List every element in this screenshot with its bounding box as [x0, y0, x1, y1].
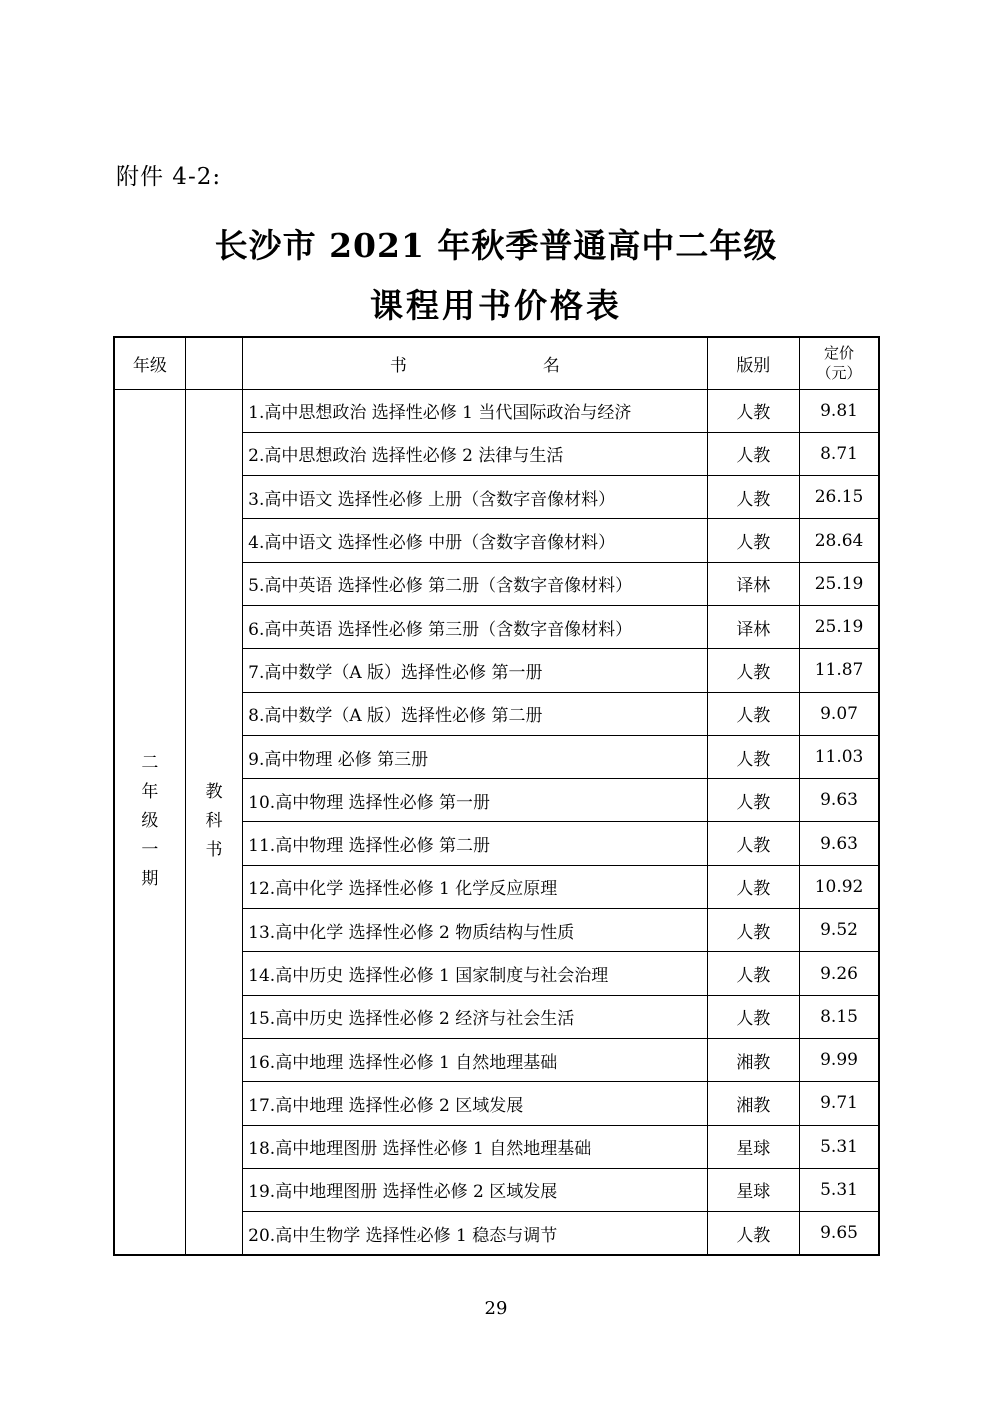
page-title-line1: 长沙市 2021 年秋季普通高中二年级: [214, 226, 778, 265]
price-cell: 5.31: [800, 1168, 879, 1211]
publisher-cell: 译林: [707, 562, 799, 605]
price-cell: 10.92: [800, 865, 879, 908]
publisher-cell: 人教: [707, 389, 799, 432]
book-name-cell: 16.高中地理 选择性必修 1 自然地理基础: [243, 1038, 707, 1081]
table-header-row: [114, 337, 879, 389]
page-title-line2: 课程用书价格表: [370, 286, 622, 325]
header-publisher: 版别: [707, 337, 799, 389]
book-name-cell: 17.高中地理 选择性必修 2 区域发展: [243, 1082, 707, 1125]
publisher-cell: 人教: [707, 865, 799, 908]
price-cell: 26.15: [800, 476, 879, 519]
header-price-line2: （元）: [816, 364, 862, 383]
price-cell: 9.81: [800, 389, 879, 432]
book-name-cell: 1.高中思想政治 选择性必修 1 当代国际政治与经济: [243, 389, 707, 432]
book-name-cell: 18.高中地理图册 选择性必修 1 自然地理基础: [243, 1125, 707, 1168]
type-text: 教科书: [205, 782, 223, 861]
book-name-cell: 9.高中物理 必修 第三册: [243, 735, 707, 778]
book-name-cell: 10.高中物理 选择性必修 第一册: [243, 779, 707, 822]
publisher-cell: 人教: [707, 692, 799, 735]
header-book-name-left: 书: [389, 355, 473, 376]
price-cell: 9.71: [800, 1082, 879, 1125]
publisher-cell: 人教: [707, 822, 799, 865]
page-number: 29: [484, 1298, 508, 1319]
book-name-cell: 3.高中语文 选择性必修 上册（含数字音像材料）: [243, 476, 707, 519]
price-cell: 9.99: [800, 1038, 879, 1081]
publisher-cell: 湘教: [707, 1038, 799, 1081]
publisher-cell: 人教: [707, 476, 799, 519]
book-name-cell: 13.高中化学 选择性必修 2 物质结构与性质: [243, 909, 707, 952]
publisher-cell: 人教: [707, 1212, 799, 1255]
table-row: [114, 389, 879, 432]
price-cell: 25.19: [800, 605, 879, 648]
publisher-cell: 人教: [707, 432, 799, 475]
book-name-cell: 15.高中历史 选择性必修 2 经济与社会生活: [243, 995, 707, 1038]
publisher-cell: 星球: [707, 1125, 799, 1168]
book-name-cell: 11.高中物理 选择性必修 第二册: [243, 822, 707, 865]
book-name-cell: 7.高中数学（A 版）选择性必修 第一册: [243, 649, 707, 692]
book-name-cell: 19.高中地理图册 选择性必修 2 区域发展: [243, 1168, 707, 1211]
publisher-cell: 人教: [707, 909, 799, 952]
header-price: [800, 337, 879, 389]
publisher-cell: 湘教: [707, 1082, 799, 1125]
price-cell: 9.63: [800, 779, 879, 822]
book-name-cell: 8.高中数学（A 版）选择性必修 第二册: [243, 692, 707, 735]
book-name-cell: 12.高中化学 选择性必修 1 化学反应原理: [243, 865, 707, 908]
price-cell: 9.65: [800, 1212, 879, 1255]
price-cell: 9.26: [800, 952, 879, 995]
book-name-cell: 20.高中生物学 选择性必修 1 稳态与调节: [243, 1212, 707, 1255]
header-book-name-right: 名: [542, 355, 560, 376]
grade-text: 二年级一期: [141, 753, 159, 890]
header-price-line1: 定价: [824, 344, 855, 363]
book-name-cell: 4.高中语文 选择性必修 中册（含数字音像材料）: [243, 519, 707, 562]
book-name-cell: 2.高中思想政治 选择性必修 2 法律与生活: [243, 432, 707, 475]
publisher-cell: 人教: [707, 952, 799, 995]
grade-cell: [114, 389, 185, 1255]
price-cell: 9.52: [800, 909, 879, 952]
price-cell: 9.07: [800, 692, 879, 735]
publisher-cell: 人教: [707, 779, 799, 822]
type-cell: [185, 389, 242, 1255]
publisher-cell: 人教: [707, 519, 799, 562]
header-grade: 年级: [114, 337, 185, 389]
header-type: [185, 337, 242, 389]
publisher-cell: 星球: [707, 1168, 799, 1211]
price-table: [113, 336, 880, 1256]
publisher-cell: 人教: [707, 995, 799, 1038]
price-cell: 9.63: [800, 822, 879, 865]
price-cell: 5.31: [800, 1125, 879, 1168]
header-book-name: [243, 337, 707, 389]
price-cell: 11.03: [800, 735, 879, 778]
price-cell: 28.64: [800, 519, 879, 562]
price-cell: 25.19: [800, 562, 879, 605]
attachment-label: 附件 4-2:: [116, 164, 222, 190]
price-cell: 8.71: [800, 432, 879, 475]
book-name-cell: 6.高中英语 选择性必修 第三册（含数字音像材料）: [243, 605, 707, 648]
publisher-cell: 人教: [707, 649, 799, 692]
price-cell: 11.87: [800, 649, 879, 692]
publisher-cell: 人教: [707, 735, 799, 778]
book-name-cell: 14.高中历史 选择性必修 1 国家制度与社会治理: [243, 952, 707, 995]
publisher-cell: 译林: [707, 605, 799, 648]
book-name-cell: 5.高中英语 选择性必修 第二册（含数字音像材料）: [243, 562, 707, 605]
price-cell: 8.15: [800, 995, 879, 1038]
